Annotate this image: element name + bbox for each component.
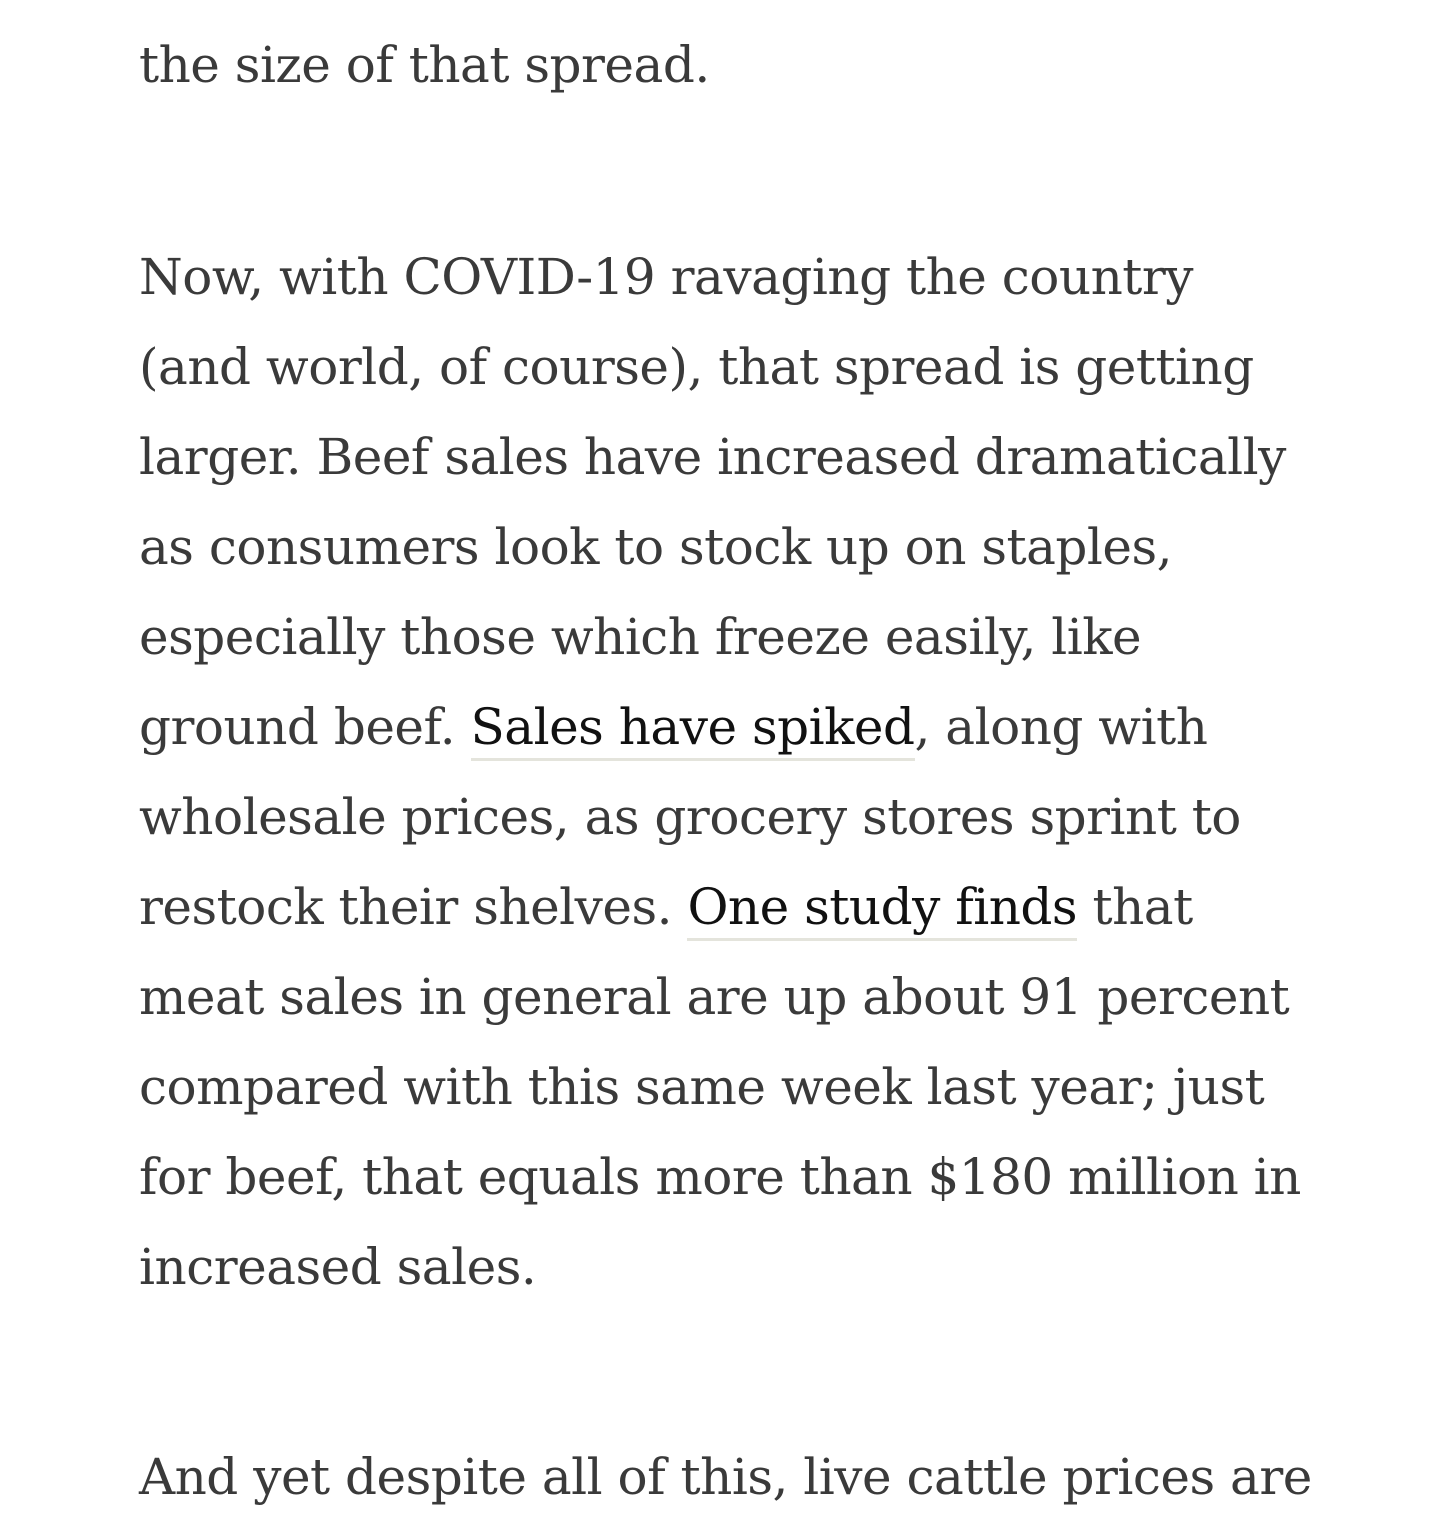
- paragraph-line: (and world, of course), that spread is getting: [139, 338, 1254, 396]
- paragraph-line: wholesale prices, as grocery stores sprint to: [139, 788, 1241, 846]
- paragraph-line: compared with this same week last year; just: [139, 1058, 1265, 1116]
- paragraph-line-with-link: [139, 862, 1301, 952]
- paragraph-line: larger. Beef sales have increased dramatically: [139, 428, 1286, 486]
- text-segment: ground beef.: [139, 698, 471, 756]
- paragraph-covid-beef-sales: [139, 232, 1301, 1312]
- text-segment: , along with: [914, 698, 1208, 756]
- paragraph-line-with-link: [139, 682, 1301, 772]
- paragraph-line: increased sales.: [139, 1238, 537, 1296]
- sales-have-spiked-link[interactable]: Sales have spiked: [471, 698, 915, 761]
- paragraph-line: the size of that spread.: [139, 36, 710, 94]
- paragraph-line: And yet despite all of this, live cattle prices are: [139, 1448, 1312, 1506]
- text-segment: that: [1077, 878, 1193, 936]
- paragraph-line: especially those which freeze easily, like: [139, 608, 1142, 666]
- one-study-finds-link[interactable]: One study finds: [687, 878, 1077, 941]
- paragraph-line: Now, with COVID-19 ravaging the country: [139, 248, 1194, 306]
- paragraph-line: as consumers look to stock up on staples,: [139, 518, 1173, 576]
- paragraph-line: meat sales in general are up about 91 percent: [139, 968, 1290, 1026]
- paragraph-line: for beef, that equals more than $180 million in: [139, 1148, 1301, 1206]
- text-segment: restock their shelves.: [139, 878, 688, 936]
- paragraph-previous: [139, 20, 710, 110]
- paragraph-next: [139, 1432, 1312, 1522]
